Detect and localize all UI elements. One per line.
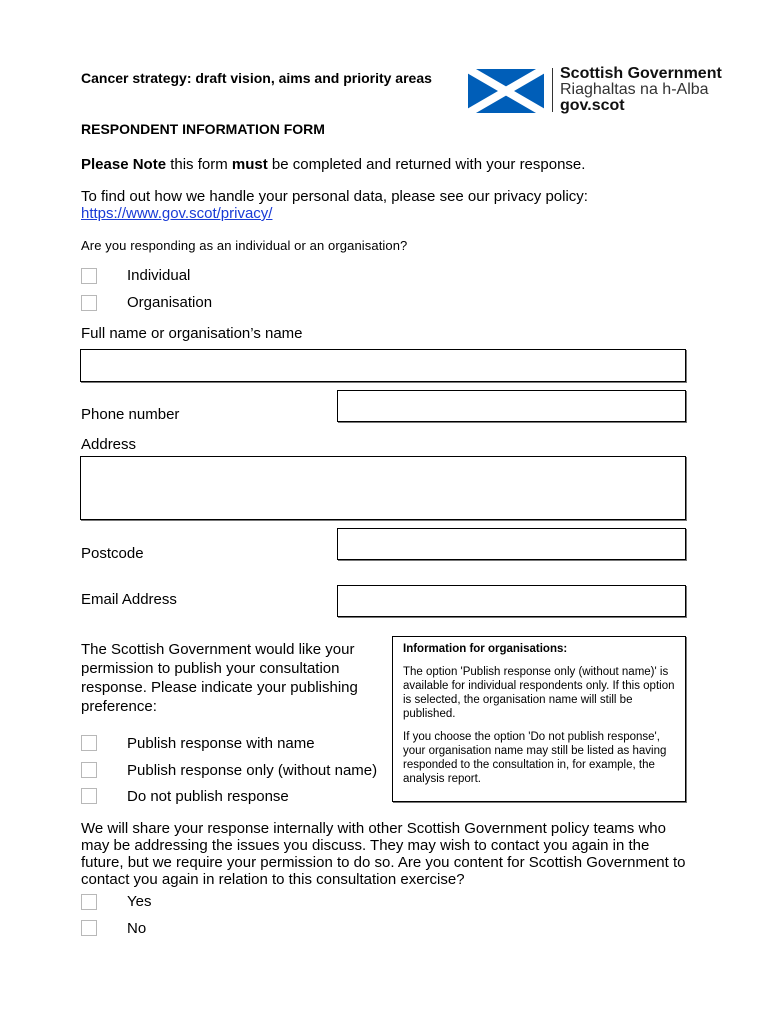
saltire-flag-icon [468, 69, 544, 113]
do-not-publish-checkbox[interactable] [81, 788, 97, 804]
individual-option-label: Individual [127, 267, 191, 284]
do-not-publish-label: Do not publish response [127, 788, 289, 805]
info-box-paragraph-2: If you choose the option 'Do not publish response', your organisation name may still be listed as having responded to the consultation in, for example, the analysis report. [403, 731, 667, 785]
document-title: Cancer strategy: draft vision, aims and priority areas [81, 70, 432, 86]
organisation-checkbox[interactable] [81, 295, 97, 311]
info-box-paragraph-1: The option 'Publish response only (without name)' is available for individual respondents only. If this option is selected, the organisation name will still be published. [403, 666, 675, 720]
full-name-label: Full name or organisation’s name [81, 325, 303, 342]
privacy-policy-link[interactable]: https://www.gov.scot/privacy/ [81, 205, 273, 222]
note-bold-word: must [231, 156, 268, 173]
email-field[interactable] [337, 585, 686, 617]
logo-divider [552, 68, 553, 112]
note-bold-prefix: Please Note [81, 156, 167, 173]
publishing-permission-text: The Scottish Government would like your permission to publish your consultation response. Please indicate your publishing preference: [81, 641, 358, 715]
address-label: Address [81, 436, 137, 453]
publish-without-name-checkbox[interactable] [81, 762, 97, 778]
logo-text [560, 66, 770, 114]
contact-no-label: No [127, 920, 147, 937]
privacy-text: To find out how we handle your personal data, please see our privacy policy: [81, 188, 588, 205]
full-name-field[interactable] [80, 349, 686, 382]
publish-without-name-label: Publish response only (without name) [127, 762, 378, 779]
form-heading: RESPONDENT INFORMATION FORM [81, 121, 325, 137]
note-middle: this form [166, 156, 232, 173]
privacy-statement [81, 188, 681, 222]
logo-line-english: Scottish Government [560, 66, 722, 82]
completion-note [81, 156, 585, 173]
contact-permission-text: We will share your response internally with other Scottish Government policy teams who may be addressing the issues you discuss. They may wish to contact you again in the future, but we require your permission to do so. Are you content for Scottish Government to contact you again in relation to this consultation exercise? [81, 820, 686, 888]
contact-yes-label: Yes [127, 893, 152, 910]
organisation-option-label: Organisation [127, 294, 213, 311]
organisation-info-box [392, 636, 686, 802]
scottish-government-logo [468, 66, 770, 116]
contact-yes-checkbox[interactable] [81, 894, 97, 910]
email-label: Email Address [81, 591, 177, 608]
info-box-heading: Information for organisations: [403, 643, 568, 655]
publish-with-name-label: Publish response with name [127, 735, 315, 752]
address-field[interactable] [80, 456, 686, 520]
postcode-label: Postcode [81, 545, 144, 562]
logo-line-gaelic: Riaghaltas na h-Alba [560, 81, 709, 98]
note-suffix: be completed and returned with your response. [267, 156, 586, 173]
respondent-type-question: Are you responding as an individual or an organisation? [81, 238, 408, 253]
phone-field[interactable] [337, 390, 686, 422]
phone-label: Phone number [81, 406, 180, 423]
publish-with-name-checkbox[interactable] [81, 735, 97, 751]
logo-line-govscot: gov.scot [560, 97, 625, 114]
postcode-field[interactable] [337, 528, 686, 560]
contact-no-checkbox[interactable] [81, 920, 97, 936]
individual-checkbox[interactable] [81, 268, 97, 284]
